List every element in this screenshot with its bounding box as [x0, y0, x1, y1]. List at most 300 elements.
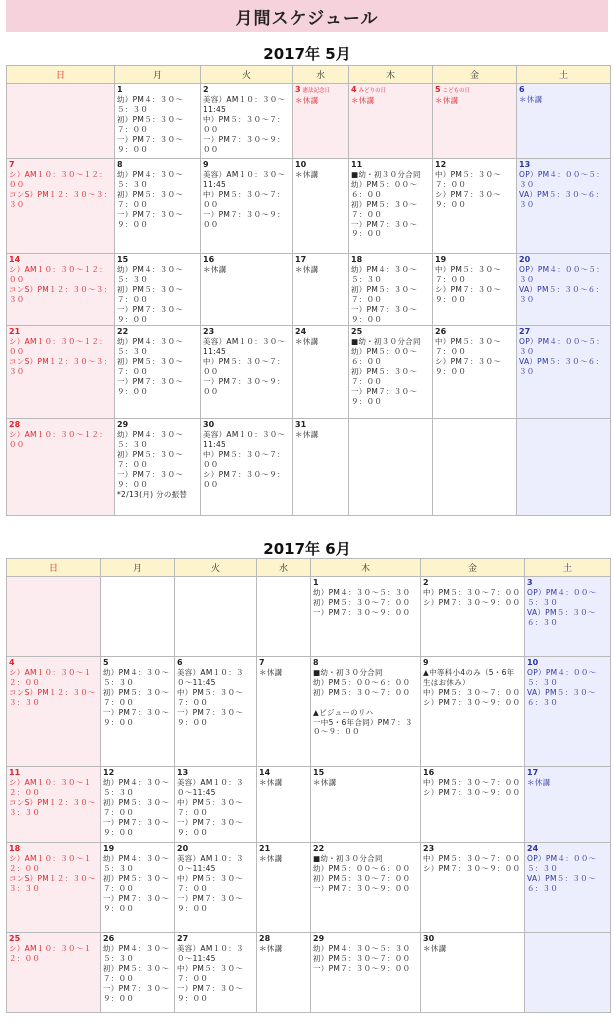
- week-row: [7, 843, 611, 933]
- day-number: [527, 844, 608, 854]
- day-cell: [7, 419, 115, 516]
- day-number: [203, 420, 290, 430]
- day-number-value: 14: [9, 255, 21, 264]
- day-cell: [201, 419, 293, 516]
- day-number: [259, 768, 308, 778]
- weekday-header: 火: [201, 66, 293, 84]
- day-number: [259, 844, 308, 854]
- day-number-value: 17: [527, 768, 539, 777]
- week-row: [7, 933, 611, 1013]
- day-cell: [115, 254, 201, 326]
- day-number-value: 21: [259, 844, 271, 853]
- holiday-name: みどりの日: [358, 88, 387, 94]
- schedule-line: ＊休講: [259, 944, 283, 953]
- schedule-line: 中）PM５：３０〜７：００: [177, 963, 244, 983]
- schedule-line: 中）PM５：３０〜７：００: [203, 357, 285, 377]
- day-cell: [517, 84, 611, 159]
- day-number: [435, 327, 514, 337]
- day-cell: [517, 159, 611, 254]
- day-cell: [201, 326, 293, 419]
- schedule-line: 初）PM５：３０〜７：００: [117, 114, 184, 134]
- schedule-line: 一）PM７：３０〜９：００: [117, 470, 184, 489]
- empty-cell: [7, 577, 101, 657]
- day-number: [351, 160, 430, 170]
- day-number-value: 15: [313, 768, 325, 777]
- schedule-line: VA）PM５：３０〜６：３０: [519, 189, 604, 209]
- day-number-value: 5: [435, 85, 441, 94]
- day-cell: [7, 657, 101, 767]
- schedule-line: 中）PM５：３０〜７：００: [423, 778, 521, 787]
- schedule-line: 初）PM５：３０〜７：００: [313, 597, 411, 607]
- day-cell: [421, 657, 525, 767]
- schedule-line: 中）PM５：３０〜７：００: [435, 337, 502, 357]
- day-number: [295, 255, 346, 265]
- day-number: [351, 327, 430, 337]
- schedule-line: 一）PM７：３０〜９：００: [351, 304, 418, 324]
- schedule-line: シ）AM１０：３０〜１２：００: [9, 170, 108, 189]
- day-cell: [175, 767, 257, 843]
- day-cell: [421, 577, 525, 657]
- schedule-line: 一）PM７：３０〜９：００: [103, 817, 170, 837]
- holiday-name: 憲法記念日: [302, 88, 331, 94]
- schedule-line: 美容）AM１０：３０〜11:45: [177, 668, 244, 687]
- day-number-value: 2: [203, 85, 209, 94]
- day-number-value: 6: [177, 658, 183, 667]
- day-number-value: 12: [435, 160, 447, 169]
- day-cell: [525, 577, 611, 657]
- schedule-line: 初）PM５：３０〜７：００: [351, 199, 418, 219]
- page-title: 月間スケジュール: [235, 8, 379, 29]
- day-cell: [257, 843, 311, 933]
- day-number: [9, 255, 112, 265]
- day-number: [9, 934, 98, 944]
- week-row: [7, 419, 611, 516]
- empty-cell: [349, 419, 433, 516]
- day-cell: [7, 326, 115, 419]
- day-cell: [311, 657, 421, 767]
- weekday-header: 土: [517, 66, 611, 84]
- empty-cell: [175, 577, 257, 657]
- schedule-line: *2/13(月) 分の振替: [117, 489, 188, 499]
- day-number-value: 26: [103, 934, 115, 943]
- day-cell: [349, 326, 433, 419]
- schedule-line: VA）PM５：３０〜６：３０: [519, 357, 604, 377]
- day-number: [313, 768, 418, 778]
- day-number-value: 13: [177, 768, 189, 777]
- day-number: [203, 327, 290, 337]
- day-number-value: 1: [117, 85, 123, 94]
- day-cell: [421, 843, 525, 933]
- schedule-line: 初）PM５：３０〜７：００: [103, 687, 170, 707]
- schedule-line: 幼）PM４：３０〜５：３０: [103, 778, 170, 797]
- day-number-value: 23: [203, 327, 215, 337]
- schedule-line: コンS）PM１２：３０〜３：３０: [9, 687, 96, 707]
- day-cell: [311, 843, 421, 933]
- schedule-line: 一）PM７：３０〜９：００: [103, 983, 170, 1003]
- schedule-line: 一）PM７：３０〜９：００: [177, 707, 244, 727]
- day-number-value: 9: [203, 160, 209, 169]
- month-title-june: 2017年 6月: [263, 540, 351, 558]
- schedule-line: 中）PM５：３０〜７：００: [423, 588, 521, 597]
- schedule-line: シ）PM７：３０〜９：００: [435, 284, 502, 304]
- day-number: [423, 934, 522, 944]
- schedule-line: シ）PM７：３０〜９：００: [423, 787, 521, 797]
- day-number: [9, 327, 112, 337]
- day-number-value: 24: [527, 844, 539, 853]
- day-cell: [115, 326, 201, 419]
- day-number: [103, 934, 172, 944]
- day-cell: [421, 933, 525, 1013]
- schedule-line: 中）PM５：３０〜７：００: [423, 687, 521, 697]
- day-number-value: 19: [103, 844, 115, 853]
- day-cell: [101, 843, 175, 933]
- weekday-header: 金: [421, 559, 525, 577]
- day-number: [203, 160, 290, 170]
- day-number: [203, 85, 290, 95]
- schedule-line: シ）PM７：３０〜９：００: [435, 189, 502, 209]
- schedule-line: シ）PM７：３０〜９：００: [423, 863, 521, 873]
- day-cell: [433, 84, 517, 159]
- day-number: [117, 160, 198, 170]
- schedule-line: 初）PM５：３０〜７：００: [117, 284, 184, 304]
- schedule-line: シ）AM１０：３０〜１２：００: [9, 430, 108, 450]
- day-number-value: 27: [177, 934, 189, 943]
- schedule-line: 一）PM７：３０〜９：００: [203, 377, 285, 396]
- day-number: [519, 255, 608, 265]
- day-number: [295, 160, 346, 170]
- empty-cell: [517, 419, 611, 516]
- schedule-line: 美容）AM１０：３０〜11:45: [203, 95, 286, 114]
- day-number-value: 2: [423, 578, 429, 587]
- day-number: [527, 578, 608, 588]
- calendar-june: [6, 558, 611, 1013]
- schedule-line: ＊休講: [423, 944, 447, 953]
- schedule-line: 幼）PM４：３０〜５：３０: [351, 265, 418, 284]
- schedule-line: ＊休講: [313, 778, 337, 787]
- schedule-line: ＊休講: [435, 96, 459, 105]
- schedule-line: 一中5・6年合同）PM７：３０〜９：００: [313, 717, 413, 737]
- day-number-value: 29: [313, 934, 325, 943]
- empty-cell: [433, 419, 517, 516]
- schedule-line: 一）PM７：３０〜９：００: [103, 707, 170, 727]
- day-number: [103, 768, 172, 778]
- holiday-name: こどもの日: [442, 88, 471, 94]
- day-number-value: 18: [9, 844, 21, 853]
- day-cell: [115, 159, 201, 254]
- schedule-line: VA）PM５：３０〜６：３０: [519, 284, 604, 304]
- day-number-value: 7: [9, 160, 15, 169]
- schedule-line: OP）PM４：００〜５：３０: [519, 170, 605, 189]
- schedule-line: 美容）AM１０：３０〜11:45: [203, 170, 286, 189]
- schedule-line: シ）AM１０：３０〜１２：００: [9, 854, 92, 873]
- day-cell: [175, 843, 257, 933]
- day-number: [423, 658, 522, 668]
- schedule-line: OP）PM４：００〜５：３０: [527, 854, 597, 873]
- schedule-line: 中）PM５：３０〜７：００: [203, 189, 285, 209]
- day-number-value: 28: [9, 420, 21, 430]
- weekday-header: 日: [7, 66, 115, 84]
- day-number: [435, 85, 514, 96]
- schedule-line: シ）AM１０：３０〜１２：００: [9, 337, 108, 357]
- day-number-value: 29: [117, 420, 129, 430]
- schedule-line: 幼）PM４：３０〜５：３０: [117, 430, 184, 450]
- schedule-line: ■幼・初３０分合同: [351, 170, 421, 179]
- day-cell: [101, 933, 175, 1013]
- day-number-value: 27: [519, 327, 531, 337]
- day-number-value: 26: [435, 327, 447, 337]
- day-number: [177, 844, 254, 854]
- schedule-line: 初）PM５：３０〜７：００: [103, 797, 170, 817]
- schedule-line: シ）PM７：３０〜９：００: [423, 597, 521, 607]
- day-number-value: 5: [103, 658, 109, 667]
- day-cell: [7, 933, 101, 1013]
- day-cell: [7, 767, 101, 843]
- schedule-line: 一）PM７：３０〜９：００: [351, 386, 418, 406]
- day-cell: [293, 159, 349, 254]
- day-number-value: 8: [117, 160, 123, 169]
- day-cell: [175, 657, 257, 767]
- schedule-line: 幼）PM４：３０〜５：３０: [313, 588, 411, 597]
- day-number: [9, 420, 112, 430]
- day-number-value: 18: [351, 255, 363, 264]
- schedule-line: 一）PM７：３０〜９：００: [203, 134, 285, 154]
- day-number: [103, 844, 172, 854]
- schedule-line: シ）AM１０：３０〜１２：００: [9, 944, 92, 963]
- schedule-line: 中）PM５：３０〜７：００: [203, 114, 285, 134]
- week-row: [7, 657, 611, 767]
- weekday-header: 水: [293, 66, 349, 84]
- schedule-line: シ）AM１０：３０〜１２：００: [9, 668, 92, 687]
- schedule-line: 中）PM５：３０〜７：００: [177, 687, 244, 707]
- empty-cell: [525, 933, 611, 1013]
- day-cell: [311, 577, 421, 657]
- day-cell: [525, 843, 611, 933]
- day-number-value: 10: [295, 160, 307, 169]
- schedule-line: 初）PM５：３０〜７：００: [117, 189, 184, 209]
- schedule-line: ＊休講: [203, 265, 227, 274]
- schedule-line: 幼）PM４：３０〜５：３０: [117, 170, 184, 189]
- week-row: [7, 326, 611, 419]
- schedule-line: シ）AM１０：３０〜１２：００: [9, 265, 108, 284]
- schedule-line: 初）PM５：３０〜７：００: [103, 873, 170, 893]
- day-cell: [349, 254, 433, 326]
- schedule-line: コンS）PM１２：３０〜３：３０: [9, 284, 112, 304]
- weekday-header: 月: [101, 559, 175, 577]
- day-cell: [257, 767, 311, 843]
- schedule-line: 一）PM７：３０〜９：００: [203, 209, 285, 229]
- schedule-line: OP）PM４：００〜５：３０: [527, 668, 597, 687]
- day-number-value: 11: [9, 768, 21, 777]
- day-cell: [201, 84, 293, 159]
- day-number: [423, 578, 522, 588]
- day-number: [423, 844, 522, 854]
- weekday-header: 木: [349, 66, 433, 84]
- day-cell: [421, 767, 525, 843]
- day-number-value: 3: [295, 85, 301, 94]
- day-cell: [311, 767, 421, 843]
- schedule-line: 中）PM５：３０〜７：００: [203, 450, 285, 470]
- schedule-line: ＊休講: [295, 170, 319, 179]
- day-cell: [293, 326, 349, 419]
- day-number-value: 4: [9, 658, 15, 667]
- schedule-line: 中）PM５：３０〜７：００: [435, 170, 502, 189]
- day-cell: [115, 84, 201, 159]
- schedule-line: 幼）PM４：３０〜５：３０: [117, 95, 184, 114]
- day-number: [203, 255, 290, 265]
- schedule-line: 幼）PM４：３０〜５：３０: [117, 265, 184, 284]
- day-number-value: 24: [295, 327, 307, 337]
- calendar-may: [6, 65, 611, 516]
- schedule-line: VA）PM５：３０〜６：３０: [527, 873, 596, 893]
- schedule-line: 美容）AM１０：３０〜11:45: [203, 337, 286, 357]
- day-number: [177, 768, 254, 778]
- day-number: [9, 160, 112, 170]
- weekday-header: 土: [525, 559, 611, 577]
- day-number: [9, 658, 98, 668]
- day-number: [9, 844, 98, 854]
- schedule-line: ＊休講: [295, 96, 319, 105]
- schedule-line: ■幼・初３０分合同: [313, 854, 383, 863]
- schedule-line: 一）PM７：３０〜９：００: [117, 134, 184, 154]
- day-number: [313, 844, 418, 854]
- week-row: [7, 84, 611, 159]
- weekday-header: 日: [7, 559, 101, 577]
- day-number: [117, 255, 198, 265]
- day-cell: [433, 254, 517, 326]
- day-number-value: 31: [295, 420, 307, 430]
- day-number-value: 22: [117, 327, 129, 337]
- schedule-line: ＊休講: [295, 430, 319, 440]
- day-number-value: 20: [177, 844, 189, 853]
- day-number: [435, 255, 514, 265]
- day-number-value: 12: [103, 768, 115, 777]
- schedule-line: 幼）PM５：００〜６：００: [313, 863, 411, 873]
- day-cell: [7, 843, 101, 933]
- weekday-header: 木: [311, 559, 421, 577]
- day-number: [177, 658, 254, 668]
- schedule-line: 中）PM５：３０〜７：００: [435, 265, 502, 284]
- schedule-line: 一）PM７：３０〜９：００: [103, 893, 170, 913]
- schedule-line: ＊休講: [351, 96, 375, 105]
- day-number: [351, 255, 430, 265]
- schedule-line: VA）PM５：３０〜６：３０: [527, 607, 596, 627]
- day-cell: [101, 657, 175, 767]
- day-number: [9, 768, 98, 778]
- schedule-line: ■幼・初３０分合同: [313, 668, 383, 677]
- day-number-value: 30: [423, 934, 435, 943]
- day-number: [527, 768, 608, 778]
- day-number: [313, 578, 418, 588]
- day-number: [313, 658, 418, 668]
- schedule-line: ＊休講: [527, 778, 551, 787]
- schedule-line: シ）PM７：３０〜９：００: [203, 470, 285, 489]
- schedule-line: シ）PM７：３０〜９：００: [435, 357, 502, 377]
- schedule-line: OP）PM４：００〜５：３０: [527, 588, 597, 607]
- weekday-header: 月: [115, 66, 201, 84]
- schedule-line: ＊休講: [259, 854, 283, 863]
- schedule-line: コンS）PM１２：３０〜３：３０: [9, 873, 96, 893]
- day-cell: [525, 657, 611, 767]
- weekday-header: 火: [175, 559, 257, 577]
- schedule-line: コンS）PM１２：３０〜３：３０: [9, 189, 112, 209]
- day-number-value: 11: [351, 160, 363, 169]
- day-number-value: 8: [313, 658, 319, 667]
- week-row: [7, 767, 611, 843]
- day-number-value: 16: [423, 768, 435, 777]
- day-cell: [433, 159, 517, 254]
- day-number: [519, 160, 608, 170]
- schedule-line: OP）PM４：００〜５：３０: [519, 337, 605, 357]
- day-cell: [433, 326, 517, 419]
- day-number: [519, 85, 608, 95]
- day-number-value: 1: [313, 578, 319, 587]
- schedule-line: ▲中等科小4のみ（5・6年生はお休み）: [423, 668, 515, 687]
- day-number: [259, 934, 308, 944]
- day-number-value: 4: [351, 85, 357, 94]
- day-number: [351, 85, 430, 96]
- day-number-value: 7: [259, 658, 265, 667]
- day-number: [519, 327, 608, 337]
- week-row: [7, 254, 611, 326]
- day-cell: [115, 419, 201, 516]
- schedule-line: ▲ビジューのリハ: [313, 707, 374, 717]
- schedule-line: 美容）AM１０：３０〜11:45: [203, 430, 286, 450]
- schedule-line: 一）PM７：３０〜９：００: [117, 377, 184, 396]
- day-number: [177, 934, 254, 944]
- schedule-line: 中）PM５：３０〜７：００: [177, 873, 244, 893]
- day-cell: [7, 159, 115, 254]
- schedule-line: 初）PM５：３０〜７：００: [313, 953, 411, 963]
- month-title-may: 2017年 5月: [263, 45, 351, 63]
- day-cell: [311, 933, 421, 1013]
- day-cell: [201, 159, 293, 254]
- schedule-line: 幼）PM４：３０〜５：３０: [117, 337, 184, 357]
- schedule-line: 一）PM７：３０〜９：００: [313, 883, 411, 893]
- day-number: [259, 658, 308, 668]
- day-number-value: 22: [313, 844, 325, 853]
- day-number: [295, 327, 346, 337]
- day-number: [295, 420, 346, 430]
- day-cell: [293, 254, 349, 326]
- day-number-value: 20: [519, 255, 531, 264]
- schedule-line: 幼）PM４：３０〜５：３０: [103, 854, 170, 873]
- schedule-line: シ）AM１０：３０〜１２：００: [9, 778, 92, 797]
- day-number-value: 25: [351, 327, 363, 337]
- schedule-line: コンS）PM１２：３０〜３：３０: [9, 357, 112, 377]
- day-number-value: 17: [295, 255, 307, 264]
- schedule-line: 初）PM５：３０〜７：００: [313, 687, 411, 697]
- schedule-line: 幼）PM４：３０〜５：３０: [103, 944, 170, 963]
- day-number: [117, 85, 198, 95]
- day-number-value: 9: [423, 658, 429, 667]
- day-cell: [517, 326, 611, 419]
- day-number: [423, 768, 522, 778]
- weekday-header-row: [7, 559, 611, 577]
- day-number: [117, 327, 198, 337]
- day-number-value: 6: [519, 85, 525, 94]
- schedule-line: [313, 698, 418, 708]
- week-row: [7, 159, 611, 254]
- schedule-line: 一）PM７：３０〜９：００: [177, 983, 244, 1003]
- day-cell: [525, 767, 611, 843]
- schedule-line: OP）PM４：００〜５：３０: [519, 265, 605, 284]
- day-number: [435, 160, 514, 170]
- day-number-value: 15: [117, 255, 129, 264]
- day-number-value: 28: [259, 934, 271, 943]
- day-cell: [349, 159, 433, 254]
- schedule-line: 初）PM５：３０〜７：００: [117, 357, 184, 377]
- schedule-line: 中）PM５：３０〜７：００: [177, 797, 244, 817]
